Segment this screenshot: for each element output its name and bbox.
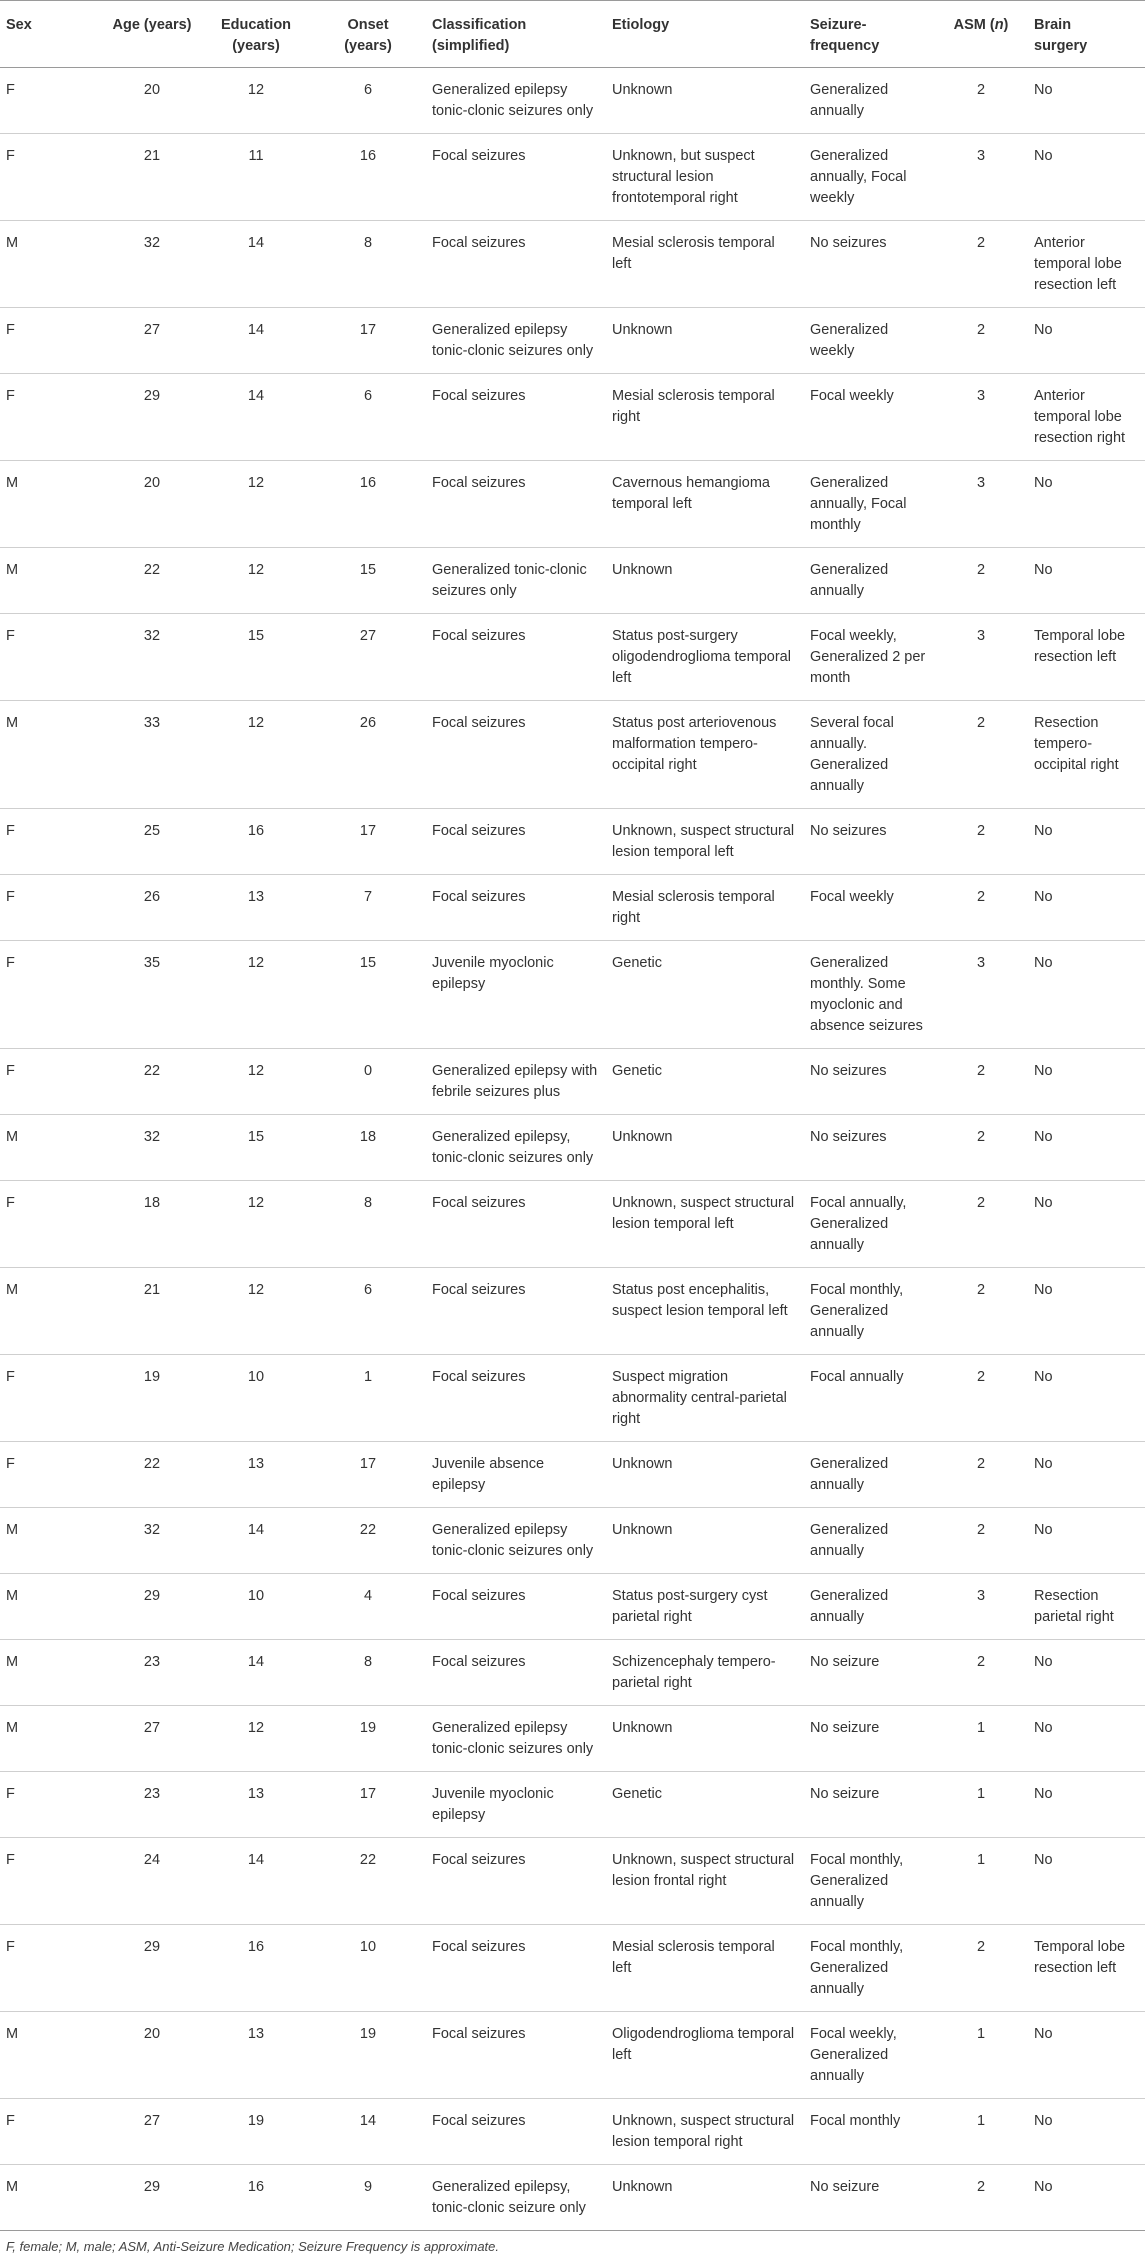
cell-brain-surgery: Anterior temporal lobe resection left — [1028, 221, 1145, 308]
cell-age: 25 — [102, 809, 202, 875]
cell-brain-surgery: No — [1028, 1268, 1145, 1355]
cell-asm: 2 — [934, 1115, 1028, 1181]
cell-sex: M — [0, 1574, 102, 1640]
cell-onset: 17 — [310, 1442, 426, 1508]
cell-sex: F — [0, 941, 102, 1049]
cell-etiology: Unknown, suspect structural lesion temporal right — [606, 2099, 804, 2165]
cell-sex: M — [0, 1508, 102, 1574]
cell-seizure-frequency: Generalized annually — [804, 1574, 934, 1640]
cell-seizure-frequency: No seizure — [804, 1640, 934, 1706]
cell-sex: F — [0, 1442, 102, 1508]
cell-etiology: Unknown — [606, 68, 804, 134]
cell-education: 16 — [202, 1925, 310, 2012]
cell-classification: Focal seizures — [426, 1268, 606, 1355]
cell-brain-surgery: No — [1028, 1181, 1145, 1268]
col-header-etiology: Etiology — [606, 1, 804, 68]
cell-sex: F — [0, 1355, 102, 1442]
cell-etiology: Oligodendroglioma temporal left — [606, 2012, 804, 2099]
cell-asm: 2 — [934, 548, 1028, 614]
cell-brain-surgery: No — [1028, 68, 1145, 134]
cell-classification: Generalized epilepsy with febrile seizures plus — [426, 1049, 606, 1115]
cell-age: 29 — [102, 374, 202, 461]
cell-etiology: Status post-surgery oligodendroglioma temporal left — [606, 614, 804, 701]
cell-sex: F — [0, 1925, 102, 2012]
cell-etiology: Unknown, but suspect structural lesion frontotemporal right — [606, 134, 804, 221]
cell-classification: Juvenile myoclonic epilepsy — [426, 1772, 606, 1838]
cell-onset: 14 — [310, 2099, 426, 2165]
cell-onset: 1 — [310, 1355, 426, 1442]
cell-age: 22 — [102, 1049, 202, 1115]
cell-classification: Generalized epilepsy tonic-clonic seizures only — [426, 1508, 606, 1574]
cell-asm: 1 — [934, 2099, 1028, 2165]
cell-etiology: Unknown — [606, 1115, 804, 1181]
cell-asm: 2 — [934, 701, 1028, 809]
cell-brain-surgery: Temporal lobe resection left — [1028, 614, 1145, 701]
cell-brain-surgery: No — [1028, 1508, 1145, 1574]
cell-brain-surgery: No — [1028, 1772, 1145, 1838]
cell-onset: 16 — [310, 134, 426, 221]
cell-onset: 4 — [310, 1574, 426, 1640]
cell-seizure-frequency: Focal weekly — [804, 374, 934, 461]
cell-age: 24 — [102, 1838, 202, 1925]
cell-age: 29 — [102, 2165, 202, 2231]
cell-brain-surgery: No — [1028, 461, 1145, 548]
table-row — [0, 2099, 1145, 2165]
col-header-seizure-frequency: Seizure- frequency — [804, 1, 934, 68]
cell-education: 13 — [202, 1772, 310, 1838]
cell-onset: 15 — [310, 941, 426, 1049]
cell-age: 33 — [102, 701, 202, 809]
cell-onset: 6 — [310, 68, 426, 134]
table-row — [0, 614, 1145, 701]
cell-classification: Focal seizures — [426, 2012, 606, 2099]
cell-etiology: Schizencephaly tempero-parietal right — [606, 1640, 804, 1706]
col-header-education: Education (years) — [202, 1, 310, 68]
table-row — [0, 1181, 1145, 1268]
cell-asm: 3 — [934, 461, 1028, 548]
cell-asm: 1 — [934, 2012, 1028, 2099]
cell-etiology: Unknown — [606, 1706, 804, 1772]
cell-education: 11 — [202, 134, 310, 221]
cell-seizure-frequency: No seizures — [804, 809, 934, 875]
cell-onset: 8 — [310, 221, 426, 308]
cell-onset: 26 — [310, 701, 426, 809]
cell-seizure-frequency: Generalized annually, Focal weekly — [804, 134, 934, 221]
cell-etiology: Status post encephalitis, suspect lesion temporal left — [606, 1268, 804, 1355]
cell-onset: 15 — [310, 548, 426, 614]
table-row — [0, 1574, 1145, 1640]
cell-age: 27 — [102, 2099, 202, 2165]
cell-sex: M — [0, 548, 102, 614]
table-row — [0, 1640, 1145, 1706]
cell-sex: F — [0, 308, 102, 374]
cell-etiology: Genetic — [606, 941, 804, 1049]
cell-asm: 1 — [934, 1706, 1028, 1772]
cell-etiology: Mesial sclerosis temporal left — [606, 221, 804, 308]
cell-brain-surgery: No — [1028, 1049, 1145, 1115]
cell-sex: F — [0, 875, 102, 941]
cell-classification: Focal seizures — [426, 875, 606, 941]
cell-seizure-frequency: No seizures — [804, 1115, 934, 1181]
cell-etiology: Unknown, suspect structural lesion temporal left — [606, 1181, 804, 1268]
cell-seizure-frequency: Focal weekly, Generalized 2 per month — [804, 614, 934, 701]
cell-education: 19 — [202, 2099, 310, 2165]
cell-classification: Focal seizures — [426, 2099, 606, 2165]
cell-sex: M — [0, 221, 102, 308]
cell-classification: Generalized epilepsy tonic-clonic seizures only — [426, 308, 606, 374]
table-row — [0, 308, 1145, 374]
table-row — [0, 374, 1145, 461]
cell-etiology: Mesial sclerosis temporal right — [606, 374, 804, 461]
cell-classification: Focal seizures — [426, 1925, 606, 2012]
cell-brain-surgery: No — [1028, 809, 1145, 875]
cell-seizure-frequency: No seizure — [804, 2165, 934, 2231]
cell-classification: Focal seizures — [426, 614, 606, 701]
table-row — [0, 809, 1145, 875]
cell-age: 19 — [102, 1355, 202, 1442]
cell-asm: 2 — [934, 1049, 1028, 1115]
cell-brain-surgery: No — [1028, 2012, 1145, 2099]
cell-classification: Juvenile absence epilepsy — [426, 1442, 606, 1508]
cell-onset: 22 — [310, 1838, 426, 1925]
cell-age: 35 — [102, 941, 202, 1049]
cell-sex: M — [0, 2165, 102, 2231]
cell-seizure-frequency: Generalized monthly. Some myoclonic and absence seizures — [804, 941, 934, 1049]
cell-classification: Focal seizures — [426, 809, 606, 875]
cell-asm: 2 — [934, 1268, 1028, 1355]
cell-asm: 3 — [934, 614, 1028, 701]
cell-education: 13 — [202, 2012, 310, 2099]
table-row — [0, 1115, 1145, 1181]
table-row — [0, 1772, 1145, 1838]
cell-classification: Focal seizures — [426, 1355, 606, 1442]
cell-age: 22 — [102, 1442, 202, 1508]
cell-age: 20 — [102, 68, 202, 134]
cell-brain-surgery: No — [1028, 1115, 1145, 1181]
cell-seizure-frequency: Focal monthly — [804, 2099, 934, 2165]
cell-asm: 2 — [934, 308, 1028, 374]
cell-classification: Focal seizures — [426, 701, 606, 809]
cell-classification: Focal seizures — [426, 461, 606, 548]
cell-onset: 17 — [310, 1772, 426, 1838]
cell-asm: 2 — [934, 1181, 1028, 1268]
col-header-sex: Sex — [0, 1, 102, 68]
cell-asm: 2 — [934, 221, 1028, 308]
cell-seizure-frequency: Focal annually, Generalized annually — [804, 1181, 934, 1268]
cell-education: 12 — [202, 1049, 310, 1115]
col-header-asm: ASM (n) — [934, 1, 1028, 68]
cell-sex: M — [0, 1268, 102, 1355]
cell-sex: F — [0, 1049, 102, 1115]
cell-age: 20 — [102, 461, 202, 548]
cell-etiology: Unknown — [606, 1508, 804, 1574]
cell-onset: 7 — [310, 875, 426, 941]
cell-asm: 1 — [934, 1772, 1028, 1838]
cell-classification: Focal seizures — [426, 1838, 606, 1925]
cell-etiology: Unknown — [606, 2165, 804, 2231]
cell-education: 15 — [202, 614, 310, 701]
cell-brain-surgery: No — [1028, 1640, 1145, 1706]
cell-seizure-frequency: Focal annually — [804, 1355, 934, 1442]
table-row — [0, 1355, 1145, 1442]
cell-classification: Focal seizures — [426, 374, 606, 461]
cell-age: 27 — [102, 308, 202, 374]
cell-sex: M — [0, 1640, 102, 1706]
cell-asm: 2 — [934, 68, 1028, 134]
cell-education: 13 — [202, 1442, 310, 1508]
cell-brain-surgery: No — [1028, 2165, 1145, 2231]
cell-classification: Focal seizures — [426, 1574, 606, 1640]
table-row — [0, 1268, 1145, 1355]
cell-seizure-frequency: Generalized annually — [804, 68, 934, 134]
cell-education: 14 — [202, 374, 310, 461]
cell-education: 14 — [202, 1508, 310, 1574]
cell-education: 14 — [202, 1640, 310, 1706]
cell-sex: M — [0, 461, 102, 548]
cell-etiology: Mesial sclerosis temporal right — [606, 875, 804, 941]
cell-age: 22 — [102, 548, 202, 614]
cell-sex: M — [0, 2012, 102, 2099]
cell-asm: 2 — [934, 1508, 1028, 1574]
table-row — [0, 461, 1145, 548]
table-row — [0, 701, 1145, 809]
cell-seizure-frequency: Generalized annually — [804, 1442, 934, 1508]
cell-seizure-frequency: Focal monthly, Generalized annually — [804, 1838, 934, 1925]
cell-onset: 8 — [310, 1640, 426, 1706]
cell-onset: 10 — [310, 1925, 426, 2012]
cell-age: 32 — [102, 614, 202, 701]
cell-classification: Generalized epilepsy tonic-clonic seizures only — [426, 68, 606, 134]
table-row — [0, 2012, 1145, 2099]
cell-onset: 0 — [310, 1049, 426, 1115]
table-row — [0, 548, 1145, 614]
cell-asm: 3 — [934, 941, 1028, 1049]
cell-age: 21 — [102, 1268, 202, 1355]
cell-education: 12 — [202, 941, 310, 1049]
cell-classification: Generalized epilepsy, tonic-clonic seizure only — [426, 2165, 606, 2231]
cell-onset: 9 — [310, 2165, 426, 2231]
cell-education: 12 — [202, 1181, 310, 1268]
cell-etiology: Unknown — [606, 548, 804, 614]
cell-brain-surgery: No — [1028, 1355, 1145, 1442]
cell-classification: Focal seizures — [426, 1640, 606, 1706]
cell-sex: M — [0, 1115, 102, 1181]
cell-brain-surgery: Resection tempero-occipital right — [1028, 701, 1145, 809]
cell-age: 32 — [102, 221, 202, 308]
cell-etiology: Status post-surgery cyst parietal right — [606, 1574, 804, 1640]
cell-seizure-frequency: Generalized annually, Focal monthly — [804, 461, 934, 548]
cell-classification: Generalized tonic-clonic seizures only — [426, 548, 606, 614]
cell-classification: Generalized epilepsy tonic-clonic seizures only — [426, 1706, 606, 1772]
cell-sex: F — [0, 2099, 102, 2165]
cell-etiology: Suspect migration abnormality central-parietal right — [606, 1355, 804, 1442]
cell-seizure-frequency: No seizures — [804, 221, 934, 308]
cell-seizure-frequency: No seizures — [804, 1049, 934, 1115]
table-row — [0, 134, 1145, 221]
cell-education: 12 — [202, 1268, 310, 1355]
cell-onset: 17 — [310, 809, 426, 875]
cell-age: 32 — [102, 1508, 202, 1574]
cell-seizure-frequency: Focal monthly, Generalized annually — [804, 1925, 934, 2012]
cell-etiology: Cavernous hemangioma temporal left — [606, 461, 804, 548]
col-header-onset: Onset (years) — [310, 1, 426, 68]
cell-brain-surgery: Temporal lobe resection left — [1028, 1925, 1145, 2012]
cell-sex: F — [0, 1838, 102, 1925]
cell-classification: Focal seizures — [426, 221, 606, 308]
cell-age: 20 — [102, 2012, 202, 2099]
cell-asm: 2 — [934, 1640, 1028, 1706]
col-header-brain-surgery: Brain surgery — [1028, 1, 1145, 68]
cell-seizure-frequency: Focal monthly, Generalized annually — [804, 1268, 934, 1355]
cell-asm: 2 — [934, 1355, 1028, 1442]
cell-asm: 2 — [934, 1442, 1028, 1508]
table-row — [0, 941, 1145, 1049]
cell-education: 16 — [202, 809, 310, 875]
cell-etiology: Genetic — [606, 1772, 804, 1838]
table-body — [0, 68, 1145, 2231]
cell-asm: 3 — [934, 134, 1028, 221]
cell-sex: F — [0, 374, 102, 461]
cell-age: 23 — [102, 1772, 202, 1838]
cell-brain-surgery: No — [1028, 308, 1145, 374]
cell-asm: 2 — [934, 875, 1028, 941]
cell-etiology: Unknown, suspect structural lesion temporal left — [606, 809, 804, 875]
cell-age: 32 — [102, 1115, 202, 1181]
cell-seizure-frequency: Generalized weekly — [804, 308, 934, 374]
cell-sex: F — [0, 809, 102, 875]
cell-age: 23 — [102, 1640, 202, 1706]
cell-sex: F — [0, 1772, 102, 1838]
cell-age: 29 — [102, 1574, 202, 1640]
cell-age: 27 — [102, 1706, 202, 1772]
cell-age: 29 — [102, 1925, 202, 2012]
cell-education: 10 — [202, 1574, 310, 1640]
cell-seizure-frequency: Generalized annually — [804, 1508, 934, 1574]
table-row — [0, 221, 1145, 308]
cell-etiology: Unknown — [606, 308, 804, 374]
cell-seizure-frequency: No seizure — [804, 1772, 934, 1838]
col-header-age: Age (years) — [102, 1, 202, 68]
cell-brain-surgery: No — [1028, 1706, 1145, 1772]
cell-brain-surgery: No — [1028, 548, 1145, 614]
cell-age: 26 — [102, 875, 202, 941]
cell-etiology: Genetic — [606, 1049, 804, 1115]
cell-seizure-frequency: Focal weekly, Generalized annually — [804, 2012, 934, 2099]
cell-asm: 2 — [934, 809, 1028, 875]
cell-education: 12 — [202, 461, 310, 548]
cell-seizure-frequency: No seizure — [804, 1706, 934, 1772]
cell-onset: 27 — [310, 614, 426, 701]
cell-brain-surgery: No — [1028, 1838, 1145, 1925]
cell-onset: 22 — [310, 1508, 426, 1574]
cell-etiology: Unknown, suspect structural lesion frontal right — [606, 1838, 804, 1925]
cell-sex: F — [0, 614, 102, 701]
cell-sex: F — [0, 134, 102, 221]
cell-onset: 6 — [310, 374, 426, 461]
table-row — [0, 2165, 1145, 2231]
table-row — [0, 1508, 1145, 1574]
cell-education: 12 — [202, 548, 310, 614]
table-row — [0, 1706, 1145, 1772]
cell-sex: F — [0, 68, 102, 134]
cell-brain-surgery: No — [1028, 134, 1145, 221]
cell-onset: 17 — [310, 308, 426, 374]
cell-seizure-frequency: Several focal annually. Generalized annually — [804, 701, 934, 809]
cell-classification: Focal seizures — [426, 1181, 606, 1268]
cell-onset: 8 — [310, 1181, 426, 1268]
cell-education: 12 — [202, 1706, 310, 1772]
table-row — [0, 1442, 1145, 1508]
cell-education: 10 — [202, 1355, 310, 1442]
cell-asm: 2 — [934, 2165, 1028, 2231]
table-row — [0, 1838, 1145, 1925]
table-row — [0, 875, 1145, 941]
cell-education: 14 — [202, 221, 310, 308]
table-row — [0, 1049, 1145, 1115]
cell-age: 21 — [102, 134, 202, 221]
cell-sex: M — [0, 701, 102, 809]
cell-education: 12 — [202, 68, 310, 134]
cell-age: 18 — [102, 1181, 202, 1268]
cell-brain-surgery: Anterior temporal lobe resection right — [1028, 374, 1145, 461]
cell-classification: Juvenile myoclonic epilepsy — [426, 941, 606, 1049]
cell-onset: 16 — [310, 461, 426, 548]
cell-education: 12 — [202, 701, 310, 809]
cell-asm: 2 — [934, 1925, 1028, 2012]
cell-brain-surgery: No — [1028, 875, 1145, 941]
cell-onset: 6 — [310, 1268, 426, 1355]
cell-classification: Generalized epilepsy, tonic-clonic seizures only — [426, 1115, 606, 1181]
cell-classification: Focal seizures — [426, 134, 606, 221]
cell-education: 14 — [202, 1838, 310, 1925]
cell-asm: 3 — [934, 1574, 1028, 1640]
table-header — [0, 1, 1145, 68]
table-row — [0, 1925, 1145, 2012]
cell-etiology: Mesial sclerosis temporal left — [606, 1925, 804, 2012]
cell-brain-surgery: No — [1028, 2099, 1145, 2165]
cell-education: 16 — [202, 2165, 310, 2231]
cell-seizure-frequency: Generalized annually — [804, 548, 934, 614]
cell-sex: F — [0, 1181, 102, 1268]
cell-asm: 3 — [934, 374, 1028, 461]
cell-onset: 19 — [310, 1706, 426, 1772]
cell-sex: M — [0, 1706, 102, 1772]
cell-onset: 18 — [310, 1115, 426, 1181]
cell-seizure-frequency: Focal weekly — [804, 875, 934, 941]
cell-brain-surgery: Resection parietal right — [1028, 1574, 1145, 1640]
col-header-classification: Classification (simplified) — [426, 1, 606, 68]
cell-brain-surgery: No — [1028, 1442, 1145, 1508]
cell-asm: 1 — [934, 1838, 1028, 1925]
table-footnote: F, female; M, male; ASM, Anti-Seizure Medication; Seizure Frequency is approximate. — [6, 2239, 499, 2254]
cell-onset: 19 — [310, 2012, 426, 2099]
cell-brain-surgery: No — [1028, 941, 1145, 1049]
cell-education: 14 — [202, 308, 310, 374]
cell-etiology: Unknown — [606, 1442, 804, 1508]
table-row — [0, 68, 1145, 134]
cell-etiology: Status post arteriovenous malformation tempero-occipital right — [606, 701, 804, 809]
cell-education: 13 — [202, 875, 310, 941]
cell-education: 15 — [202, 1115, 310, 1181]
